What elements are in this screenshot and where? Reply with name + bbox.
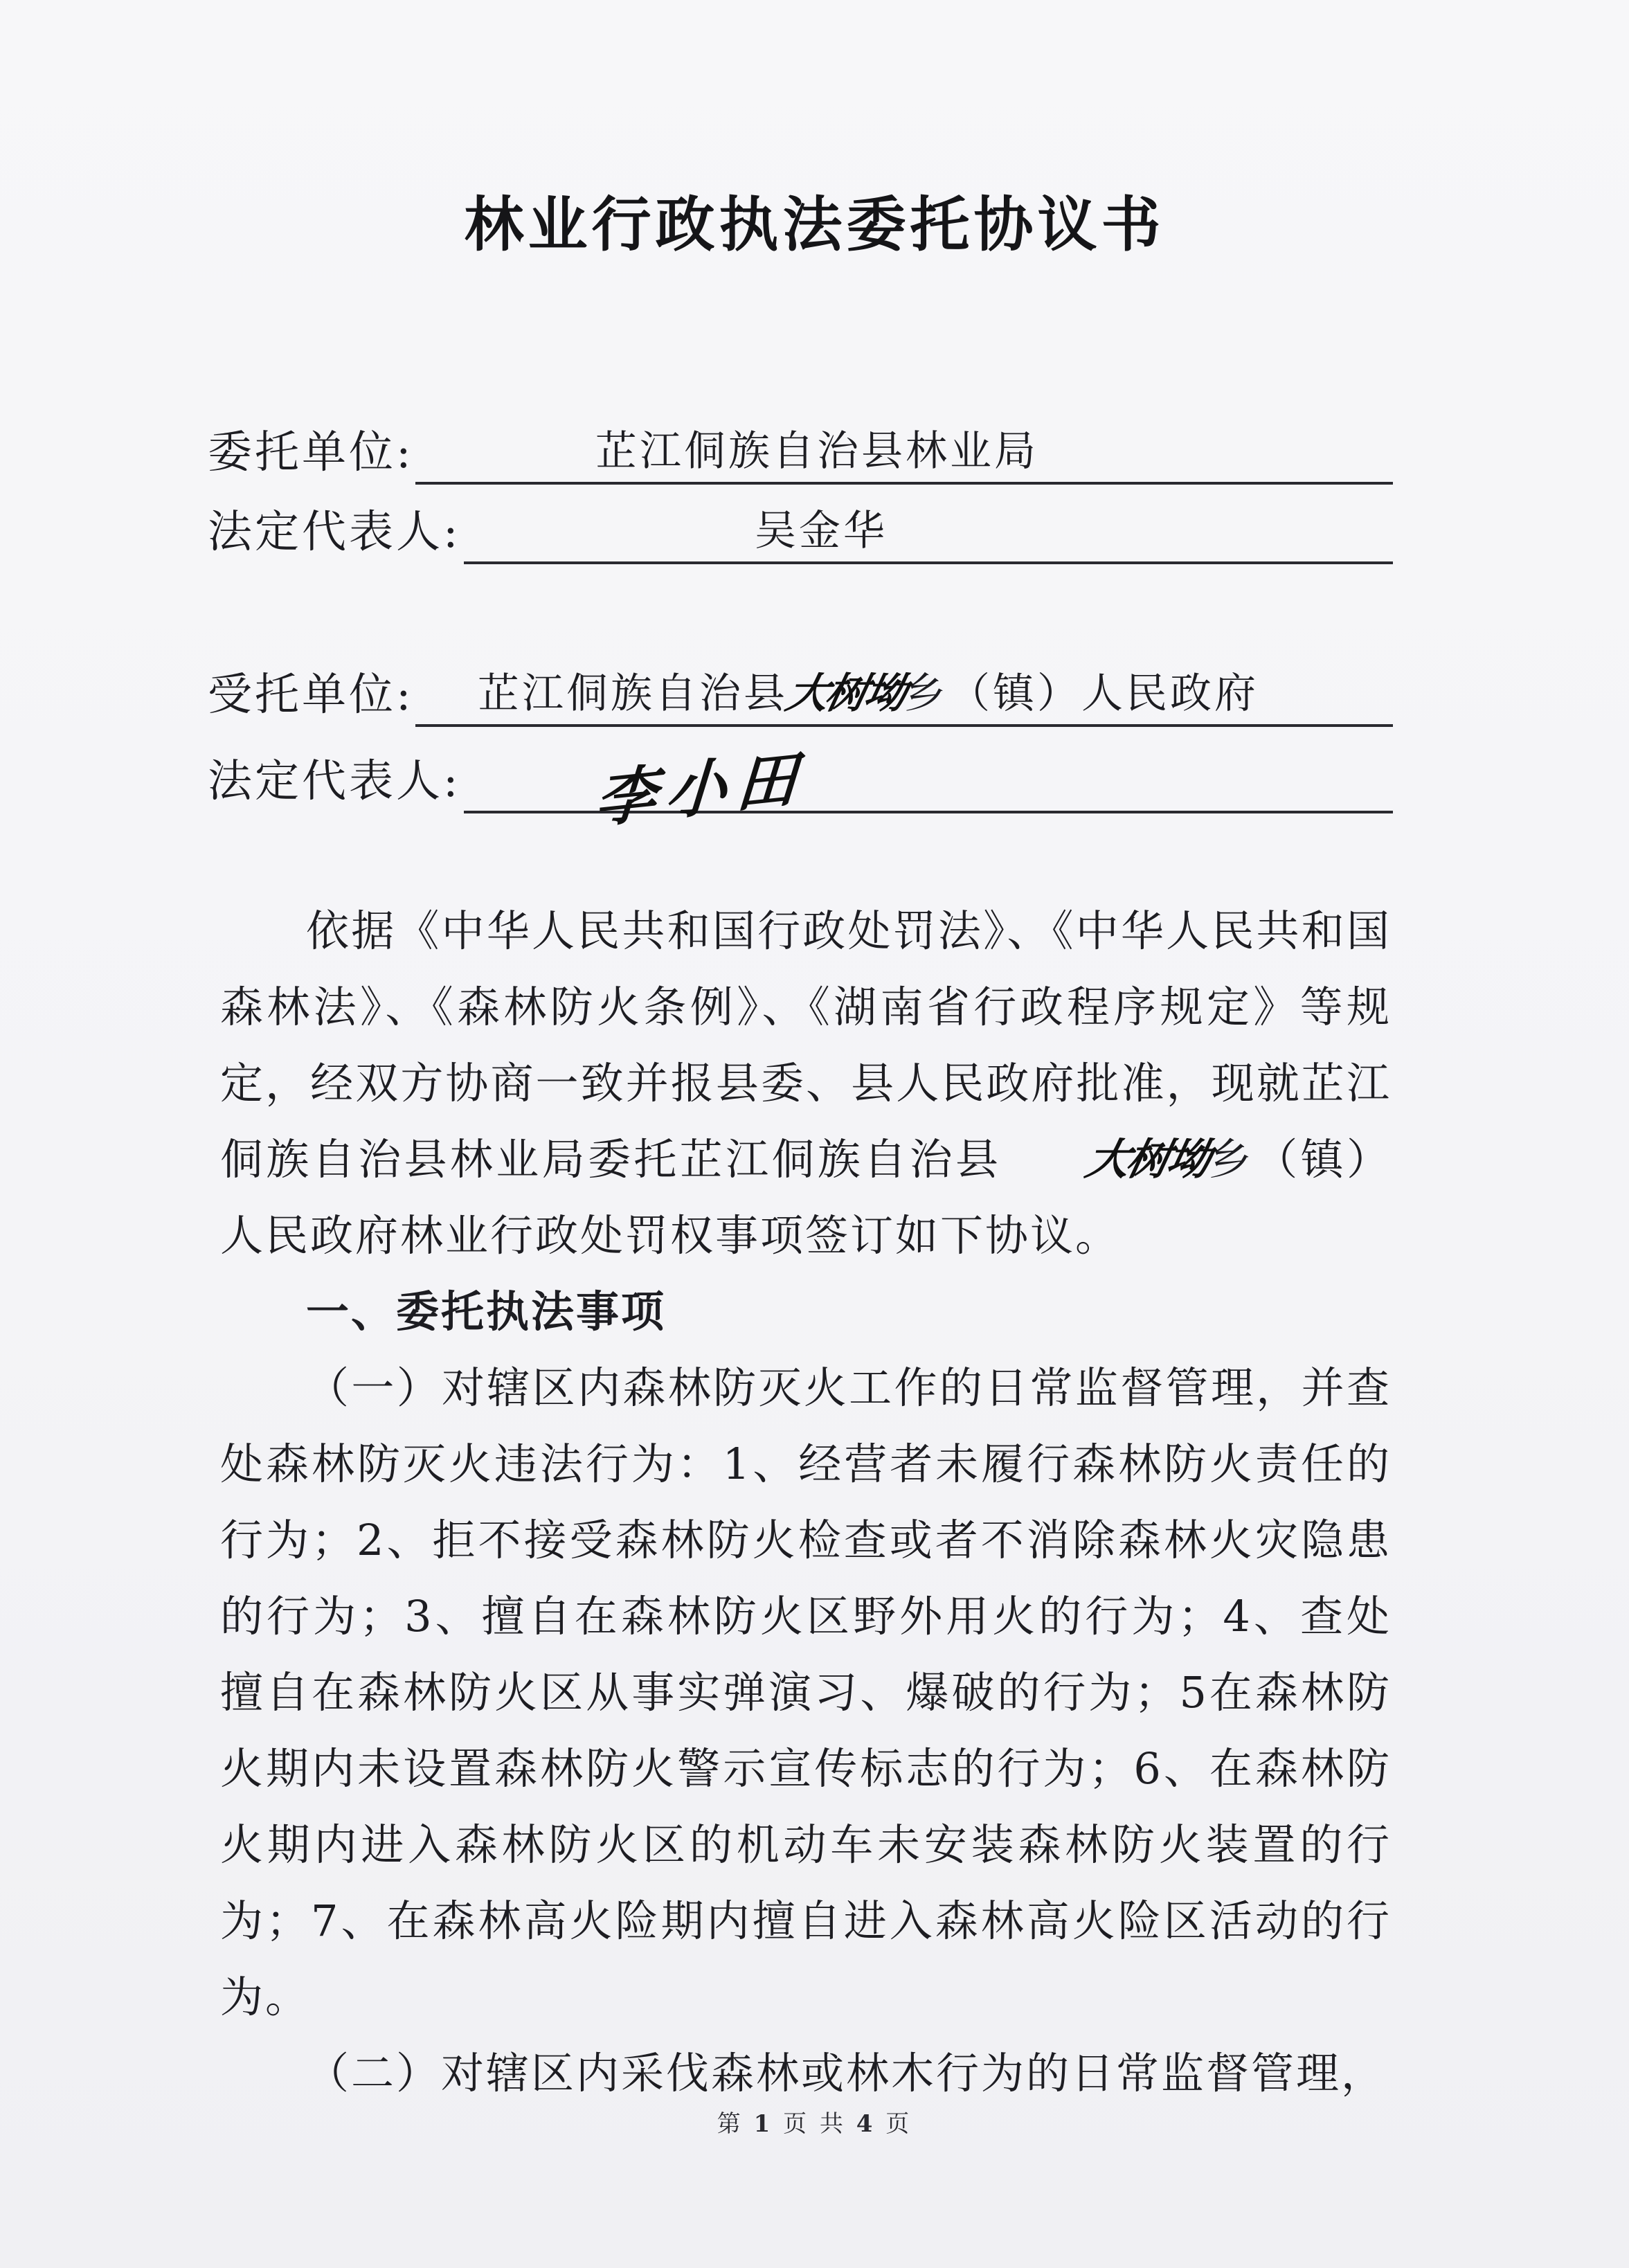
intro-handwritten-town: 大树坳 xyxy=(1081,1134,1214,1185)
page-footer xyxy=(0,2105,1629,2139)
entrusted-party-value xyxy=(478,660,1259,720)
entrusting-rep-field xyxy=(208,502,1393,564)
entrusted-party-field xyxy=(208,665,1393,727)
footer-suffix: 页 xyxy=(885,2110,912,2138)
entrusting-party-underline xyxy=(415,482,1393,485)
entrusting-rep-label: 法定代表人: xyxy=(208,507,461,558)
entrusted-rep-signature: 李小田 xyxy=(593,741,809,836)
intro-part1: 依据《中华人民共和国行政处罚法》、《中华人民共和国森林法》、《森林防火条例》、《湖南省行政程序规定》等规定，经双方协商一致并报县委、县人民政府批准，现就芷江侗族自治县林业局委托芷江侗族自治县 xyxy=(220,906,1392,1185)
entrusted-party-underline xyxy=(415,724,1393,727)
entrusting-party-label: 委托单位: xyxy=(208,427,414,478)
document-body xyxy=(220,893,1392,2112)
entrusting-party-field xyxy=(208,422,1393,485)
entrusted-party-value-prefix: 芷江侗族自治县 xyxy=(478,669,788,718)
handwritten-town-name: 大树坳 xyxy=(782,669,909,718)
section-1-item-1: （一）对辖区内森林防灭火工作的日常监督管理，并查处森林防灭火违法行为：1、经营者未履行森林防火责任的行为；2、拒不接受森林防火检查或者不消除森林火灾隐患的行为；3、擅自在森林防火区野外用火的行为；4、查处擅自在森林防火区从事实弹演习、爆破的行为；5在森林防火期内未设置森林防火警示宣传标志的行为；6、在森林防火期内进入森林防火区的机动车未安装森林防火装置的行为；7、在森林高火险期内擅自进入森林高火险区活动的行为。 xyxy=(220,1362,1392,2022)
footer-total-pages: 4 xyxy=(856,2110,876,2138)
document-title: 林业行政执法委托协议书 xyxy=(464,190,1165,260)
intro-paragraph xyxy=(220,893,1392,1274)
entrusting-party-value: 芷江侗族自治县林业局 xyxy=(595,427,1038,476)
entrusted-party-value-suffix: 乡（镇）人民政府 xyxy=(904,669,1259,718)
intro-part2: 乡（镇）人民政府林业行政处罚权事项签订如下协议。 xyxy=(220,1134,1392,1261)
section-1-heading: 一、委托执法事项 xyxy=(306,1286,667,1337)
footer-page-number: 1 xyxy=(753,2110,773,2138)
entrusted-party-label: 受托单位: xyxy=(208,669,414,721)
footer-prefix: 第 xyxy=(717,2110,744,2138)
entrusting-rep-underline xyxy=(464,561,1393,564)
section-1-item-2: （二）对辖区内采伐森林或林木行为的日常监督管理， xyxy=(306,2048,1387,2098)
footer-middle: 页 共 xyxy=(783,2110,846,2138)
entrusting-rep-value: 吴金华 xyxy=(755,507,888,555)
entrusted-rep-label: 法定代表人: xyxy=(208,756,461,807)
